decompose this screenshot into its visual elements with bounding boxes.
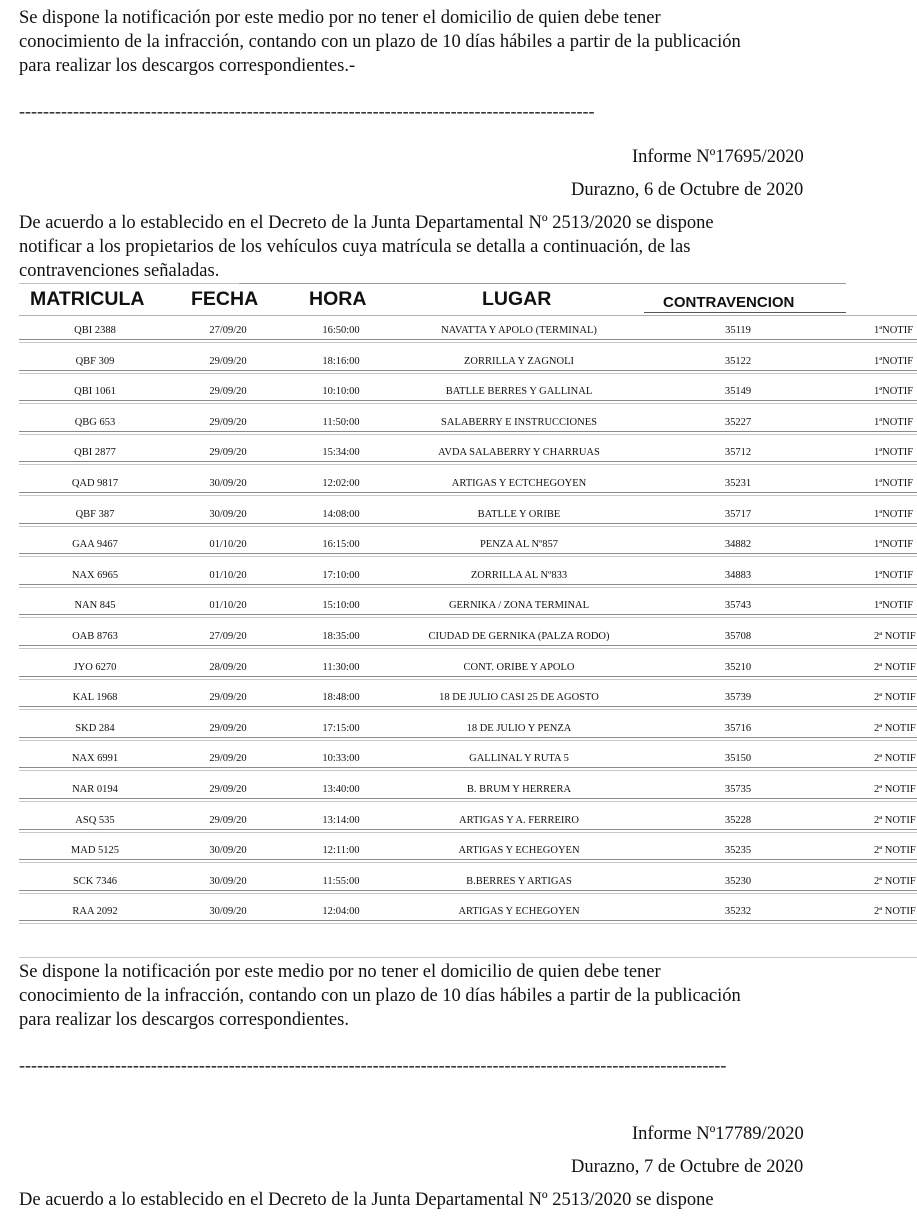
row-divider	[19, 553, 917, 554]
cell-hora: 14:08:00	[322, 508, 360, 520]
row-divider	[19, 339, 917, 340]
cell-hora: 11:50:00	[322, 416, 360, 428]
row-divider	[19, 434, 917, 435]
cell-lugar: ARTIGAS Y ECHEGOYEN	[458, 906, 580, 918]
header-bottom-rule	[19, 315, 917, 316]
cell-notif: 1ªNOTIF	[874, 447, 914, 459]
table-bottom-rule	[19, 957, 917, 958]
cell-notif: 1ªNOTIF	[874, 325, 914, 336]
cell-contravencion: 35735	[724, 784, 752, 795]
table-row	[19, 837, 917, 868]
row-divider	[19, 403, 917, 404]
cell-contravencion: 35708	[724, 631, 752, 642]
cell-lugar: BATLLE Y ORIBE	[477, 508, 561, 520]
row-divider	[19, 737, 917, 738]
cell-hora: 15:10:00	[322, 600, 360, 612]
row-divider	[19, 829, 917, 830]
table-row	[19, 531, 917, 562]
cell-contravencion: 35712	[724, 447, 752, 459]
cell-contravencion: 35210	[724, 661, 752, 673]
cell-fecha: 30/09/20	[209, 508, 247, 520]
informe-body	[19, 211, 899, 283]
row-divider	[19, 709, 917, 710]
column-header-contravencion: CONTRAVENCION	[663, 294, 795, 311]
row-divider	[19, 461, 917, 462]
row-divider	[19, 801, 917, 802]
row-divider	[19, 923, 917, 924]
cell-lugar: AVDA SALABERRY Y CHARRUAS	[438, 447, 600, 459]
cell-matricula: MAD 5125	[70, 845, 120, 857]
column-header-lugar: LUGAR	[482, 288, 552, 310]
cell-fecha: 29/09/20	[209, 386, 247, 398]
cell-notif: 2ª NOTIF	[874, 661, 916, 673]
table-row	[19, 654, 917, 685]
row-divider	[19, 679, 917, 680]
cell-hora: 17:10:00	[322, 569, 360, 581]
table-row	[19, 684, 917, 715]
cell-lugar: 18 DE JULIO CASI 25 DE AGOSTO	[439, 692, 599, 704]
cell-fecha: 29/09/20	[209, 447, 247, 459]
cell-lugar: ARTIGAS Y ECHEGOYEN	[458, 845, 580, 857]
table-row	[19, 562, 917, 593]
cell-lugar: GALLINAL Y RUTA 5	[469, 753, 569, 765]
cell-matricula: QBI 2877	[74, 447, 116, 459]
cell-contravencion: 35717	[724, 508, 752, 520]
bottom-notice-line: conocimiento de la infracción, contando con un plazo de 10 días hábiles a partir de la publicación	[19, 986, 741, 1006]
informe-date: Durazno, 6 de Octubre de 2020	[571, 180, 804, 200]
row-divider	[19, 342, 917, 343]
header-bottom-rule	[644, 312, 846, 313]
cell-hora: 10:10:00	[322, 386, 360, 398]
informe-body-line: De acuerdo a lo establecido en el Decreto de la Junta Departamental Nº 2513/2020 se dispone	[19, 1190, 714, 1210]
cell-contravencion: 35230	[724, 875, 752, 887]
cell-matricula: QAD 9817	[71, 478, 119, 489]
header-top-rule	[238, 283, 846, 284]
table-row	[19, 439, 917, 470]
cell-contravencion: 34882	[724, 539, 752, 551]
table-row	[19, 807, 917, 838]
cell-fecha: 30/09/20	[209, 906, 247, 918]
cell-fecha: 28/09/20	[209, 661, 247, 673]
cell-notif: 1ªNOTIF	[874, 478, 914, 489]
informe-number: Informe Nº17695/2020	[632, 147, 804, 167]
informe-body-line: De acuerdo a lo establecido en el Decreto de la Junta Departamental Nº 2513/2020 se dispone	[19, 213, 714, 233]
cell-lugar: 18 DE JULIO Y PENZA	[466, 722, 572, 734]
cell-contravencion: 35122	[724, 355, 752, 367]
cell-lugar: CIUDAD DE GERNIKA (PALZA RODO)	[428, 631, 610, 642]
informe-body-line: contravenciones señaladas.	[19, 261, 220, 281]
cell-fecha: 27/09/20	[209, 325, 247, 336]
top-notice-line: conocimiento de la infracción, contando con un plazo de 10 días hábiles a partir de la publicación	[19, 32, 741, 52]
cell-notif: 1ªNOTIF	[874, 600, 914, 612]
cell-matricula: QBI 1061	[74, 386, 116, 398]
row-divider	[19, 492, 917, 493]
cell-fecha: 29/09/20	[209, 722, 247, 734]
row-divider	[19, 920, 917, 921]
cell-notif: 2ª NOTIF	[874, 784, 916, 795]
cell-lugar: ARTIGAS Y A. FERREIRO	[459, 814, 579, 826]
row-divider	[19, 676, 917, 677]
cell-fecha: 29/09/20	[209, 784, 247, 795]
cell-fecha: 29/09/20	[209, 416, 247, 428]
cell-matricula: JYO 6270	[73, 661, 117, 673]
cell-fecha: 29/09/20	[209, 753, 247, 765]
row-divider	[19, 740, 917, 741]
informe-body-line: notificar a los propietarios de los vehículos cuya matrícula se detalla a continuación, de las	[19, 237, 691, 257]
cell-fecha: 01/10/20	[209, 539, 247, 551]
table-row	[19, 317, 917, 348]
row-divider	[19, 614, 917, 615]
bottom-notice-line: Se dispone la notificación por este medio por no tener el domicilio de quien debe tener	[19, 962, 661, 982]
cell-lugar: ZORRILLA AL Nº833	[470, 569, 568, 581]
cell-matricula: QBG 653	[74, 416, 116, 428]
row-divider	[19, 523, 917, 524]
cell-contravencion: 35739	[724, 692, 752, 704]
informe-date: Durazno, 7 de Octubre de 2020	[571, 1157, 804, 1177]
cell-hora: 18:48:00	[322, 692, 360, 704]
cell-notif: 2ª NOTIF	[874, 906, 916, 918]
row-divider	[19, 587, 917, 588]
cell-fecha: 01/10/20	[209, 600, 247, 612]
cell-contravencion: 35231	[724, 478, 752, 489]
bottom-notice-line: para realizar los descargos correspondientes.	[19, 1010, 349, 1030]
cell-notif: 2ª NOTIF	[874, 845, 916, 857]
cell-fecha: 30/09/20	[209, 875, 247, 887]
cell-lugar: GERNIKA / ZONA TERMINAL	[448, 600, 590, 612]
cell-contravencion: 35149	[724, 386, 752, 398]
cell-hora: 15:34:00	[322, 447, 360, 459]
cell-contravencion: 35228	[724, 814, 752, 826]
cell-lugar: BATLLE BERRES Y GALLINAL	[445, 386, 593, 398]
cell-notif: 1ªNOTIF	[874, 416, 914, 428]
cell-matricula: KAL 1968	[72, 692, 118, 704]
cell-contravencion: 35119	[725, 325, 751, 336]
cell-hora: 12:11:00	[322, 845, 360, 857]
cell-notif: 1ªNOTIF	[874, 508, 914, 520]
table-row	[19, 776, 917, 807]
cell-matricula: OAB 8763	[72, 631, 118, 642]
cell-notif: 2ª NOTIF	[874, 722, 916, 734]
cell-lugar: B. BRUM Y HERRERA	[466, 784, 572, 795]
cell-hora: 10:33:00	[322, 753, 360, 765]
row-divider	[19, 431, 917, 432]
bottom-notice	[19, 960, 899, 1032]
cell-matricula: QBF 387	[75, 508, 115, 520]
cell-hora: 12:04:00	[322, 906, 360, 918]
cell-lugar: SALABERRY E INSTRUCCIONES	[441, 416, 597, 428]
table-row	[19, 898, 917, 929]
cell-contravencion: 35235	[724, 845, 752, 857]
cell-hora: 13:40:00	[322, 784, 360, 795]
table-row	[19, 623, 917, 654]
cell-hora: 16:15:00	[322, 539, 360, 551]
cell-fecha: 29/09/20	[209, 692, 247, 704]
row-divider	[19, 706, 917, 707]
cell-matricula: RAA 2092	[72, 906, 118, 918]
row-divider	[19, 373, 917, 374]
cell-contravencion: 35227	[724, 416, 752, 428]
cell-contravencion: 35743	[724, 600, 752, 612]
cell-contravencion: 35232	[724, 906, 752, 918]
column-header-fecha: FECHA	[191, 288, 259, 310]
row-divider	[19, 859, 917, 860]
informe-number: Informe Nº17789/2020	[632, 1124, 804, 1144]
cell-notif: 2ª NOTIF	[874, 692, 916, 704]
cell-fecha: 30/09/20	[209, 845, 247, 857]
column-header-matricula: MATRICULA	[30, 288, 145, 310]
cell-contravencion: 35150	[724, 753, 752, 765]
cell-matricula: NAX 6965	[71, 569, 119, 581]
cell-matricula: SCK 7346	[72, 875, 118, 887]
cell-notif: 2ª NOTIF	[874, 631, 916, 642]
table-row	[19, 409, 917, 440]
cell-lugar: NAVATTA Y APOLO (TERMINAL)	[441, 325, 597, 336]
cell-lugar: ARTIGAS Y ECTCHEGOYEN	[451, 478, 587, 489]
cell-notif: 1ªNOTIF	[874, 539, 914, 551]
cell-matricula: NAX 6991	[71, 753, 119, 765]
row-divider	[19, 832, 917, 833]
row-divider	[19, 798, 917, 799]
cell-notif: 1ªNOTIF	[874, 355, 914, 367]
cell-hora: 11:55:00	[322, 875, 360, 887]
row-divider	[19, 584, 917, 585]
cell-hora: 12:02:00	[322, 478, 360, 489]
row-divider	[19, 526, 917, 527]
top-notice	[19, 6, 899, 78]
table-row	[19, 715, 917, 746]
cell-fecha: 01/10/20	[209, 569, 247, 581]
cell-matricula: SKD 284	[75, 722, 115, 734]
column-header-hora: HORA	[309, 288, 367, 310]
cell-hora: 13:14:00	[322, 814, 360, 826]
row-divider	[19, 495, 917, 496]
cell-hora: 16:50:00	[322, 325, 360, 336]
top-notice-line: Se dispone la notificación por este medio por no tener el domicilio de quien debe tener	[19, 8, 661, 28]
separator-line: ----------------------------------------------------------------------------------------------------------------------	[19, 1055, 727, 1075]
cell-fecha: 29/09/20	[209, 355, 247, 367]
row-divider	[19, 370, 917, 371]
row-divider	[19, 556, 917, 557]
table-row	[19, 501, 917, 532]
header-top-rule	[19, 283, 239, 284]
top-notice-line: para realizar los descargos correspondientes.-	[19, 56, 356, 76]
table-row	[19, 745, 917, 776]
cell-matricula: GAA 9467	[72, 539, 118, 551]
cell-fecha: 29/09/20	[209, 814, 247, 826]
row-divider	[19, 767, 917, 768]
row-divider	[19, 648, 917, 649]
cell-matricula: NAR 0194	[72, 784, 118, 795]
cell-contravencion: 34883	[724, 569, 752, 581]
cell-notif: 2ª NOTIF	[874, 814, 916, 826]
cell-hora: 18:16:00	[322, 355, 360, 367]
cell-lugar: B.BERRES Y ARTIGAS	[466, 875, 572, 887]
separator-line: ------------------------------------------------------------------------------------------------	[19, 101, 595, 121]
cell-notif: 2ª NOTIF	[874, 875, 916, 887]
cell-fecha: 30/09/20	[209, 478, 247, 489]
cell-notif: 1ªNOTIF	[874, 386, 914, 398]
cell-matricula: QBF 309	[75, 355, 115, 367]
row-divider	[19, 617, 917, 618]
cell-lugar: ZORRILLA Y ZAGNOLI	[463, 355, 575, 367]
cell-notif: 1ªNOTIF	[874, 569, 914, 581]
cell-fecha: 27/09/20	[209, 631, 247, 642]
row-divider	[19, 862, 917, 863]
row-divider	[19, 464, 917, 465]
cell-hora: 17:15:00	[322, 722, 360, 734]
cell-hora: 11:30:00	[322, 661, 360, 673]
table-row	[19, 592, 917, 623]
cell-contravencion: 35716	[724, 722, 752, 734]
cell-matricula: QBI 2388	[74, 325, 116, 336]
informe-body	[19, 1188, 899, 1212]
row-divider	[19, 400, 917, 401]
cell-lugar: CONT. ORIBE Y APOLO	[463, 661, 575, 673]
cell-hora: 18:35:00	[322, 631, 360, 642]
cell-notif: 2ª NOTIF	[874, 753, 916, 765]
table-row	[19, 868, 917, 899]
row-divider	[19, 770, 917, 771]
table-row	[19, 348, 917, 379]
table-row	[19, 470, 917, 501]
row-divider	[19, 893, 917, 894]
row-divider	[19, 645, 917, 646]
cell-lugar: PENZA AL Nº857	[479, 539, 559, 551]
cell-matricula: ASQ 535	[75, 814, 115, 826]
table-row	[19, 378, 917, 409]
row-divider	[19, 890, 917, 891]
cell-matricula: NAN 845	[74, 600, 116, 612]
